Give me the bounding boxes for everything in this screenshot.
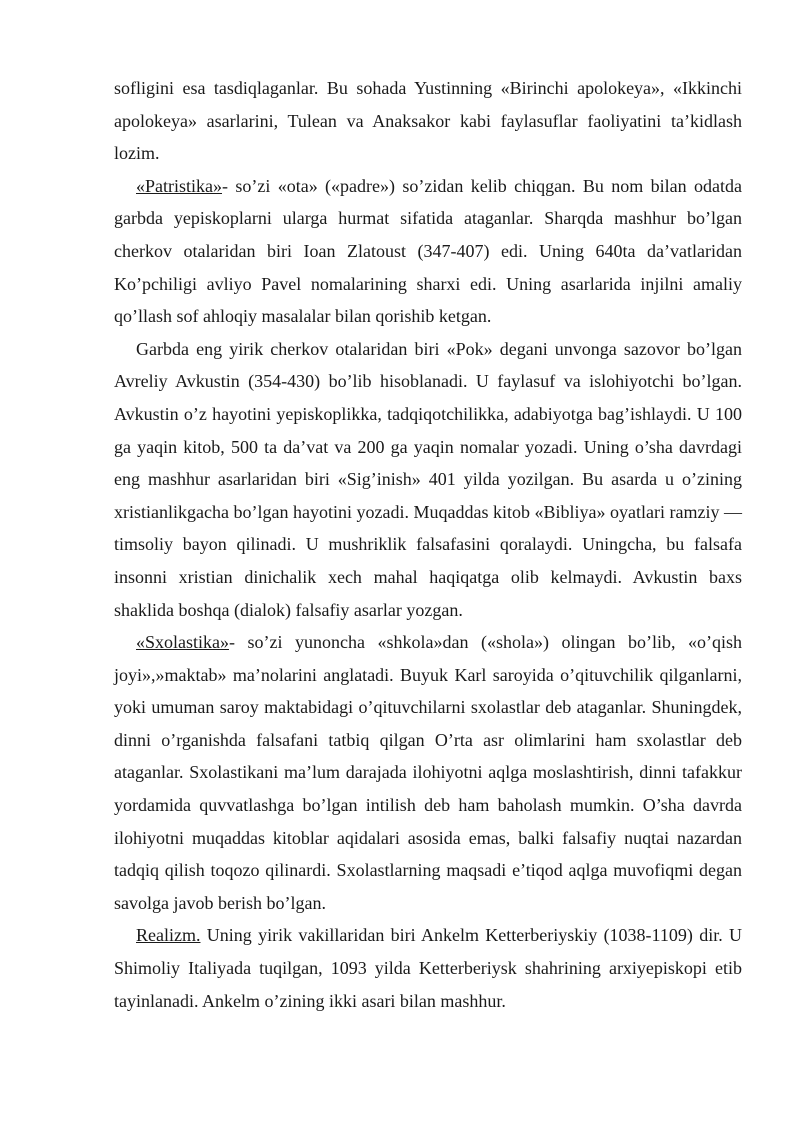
term-sxolastika: «Sxolastika» [136, 632, 229, 653]
paragraph-text: - so’zi «ota» («padre») so’zidan kelib chiqgan. Bu nom bilan odatda garbda yepiskoplarni ularga hurmat sifatida ataganlar. Sharqda mashhur bo’lgan cherkov otalaridan biri Ioan Zlatoust (347-407) edi. Uning 640ta da’vatlaridan Ko’pchiligi avliyo Pavel nomalarining sharxi edi. Uning asarlarida injilni amaliy qo’llash sof ahloqiy masalalar bilan qorishib ketgan. [114, 175, 742, 327]
paragraph-avkustin [114, 333, 742, 626]
paragraph-continuation [114, 72, 742, 170]
paragraph-text: Uning yirik vakillaridan biri Ankelm Ketterberiyskiy (1038-1109) dir. U Shimoliy Italiyada tuqilgan, 1093 yilda Ketterberiysk shahrining arxiyepiskopi etib tayinlanadi. Ankelm o’zining ikki asari bilan mashhur. [114, 925, 742, 1011]
paragraph-sxolastika [114, 626, 742, 919]
paragraph-text: Garbda eng yirik cherkov otalaridan biri «Pok» degani unvonga sazovor bo’lgan Avreliy Avkustin (354-430) bo’lib hisoblanadi. U faylasuf va islohiyotchi bo’lgan. Avkustin o’z hayotini yepiskoplikka, tadqiqotchilikka, adabiyotga bag’ishlaydi. U 100 ga yaqin kitob, 500 ta da’vat va 200 ga yaqin nomalar yozadi. Uning o’sha davrdagi eng mashhur asarlaridan biri «Sig’inish» 401 yilda yozilgan. Bu asarda u o’zining xristianlikgacha bo’lgan hayotini yozadi. Muqaddas kitob «Bibliya» oyatlari ramziy — timsoliy bayon qilinadi. U mushriklik falsafasini qoralaydi. Uningcha, bu falsafa insonni xristian dinichalik xech mahal haqiqatga olib kelmaydi. Avkustin baxs shaklida boshqa (dialok) falsafiy asarlar yozgan. [114, 338, 742, 620]
paragraph-text: - so’zi yunoncha «shkola»dan («shola») olingan bo’lib, «o’qish joyi»,»maktab» ma’nolarini anglatadi. Buyuk Karl saroyida o’qituvchilik qilganlarni, yoki umuman saroy maktabidagi o’qituvchilarni sxolastlar deb ataganlar. Shuningdek, dinni o’rganishda falsafani tatbiq qilgan O’rta asr olimlarini ham sxolastlar deb ataganlar. Sxolastikani ma’lum darajada ilohiyotni aqlga moslashtirish, dinni tafakkur yordamida quvvatlashga bo’lgan intilish deb ham baholash mumkin. O’sha davrda ilohiyotni muqaddas kitoblar aqidalari asosida emas, balki falsafiy nuqtai nazardan tadqiq qilish toqozo qilinardi. Sxolastlarning maqsadi e’tiqod aqlga muvofiqmi degan savolga javob berish bo’lgan. [114, 632, 742, 913]
paragraph-patristika [114, 170, 742, 333]
paragraph-realizm [114, 919, 742, 1017]
term-realizm: Realizm. [136, 925, 201, 946]
paragraph-text: sofligini esa tasdiqlaganlar. Bu sohada Yustinning «Birinchi apolokeya», «Ikkinchi apolokeya» asarlarini, Tulean va Anaksakor kabi faylasuflar faoliyatini ta’kidlash lozim. [114, 78, 742, 164]
term-patristika: «Patristika» [136, 175, 222, 196]
document-page [114, 72, 742, 1017]
